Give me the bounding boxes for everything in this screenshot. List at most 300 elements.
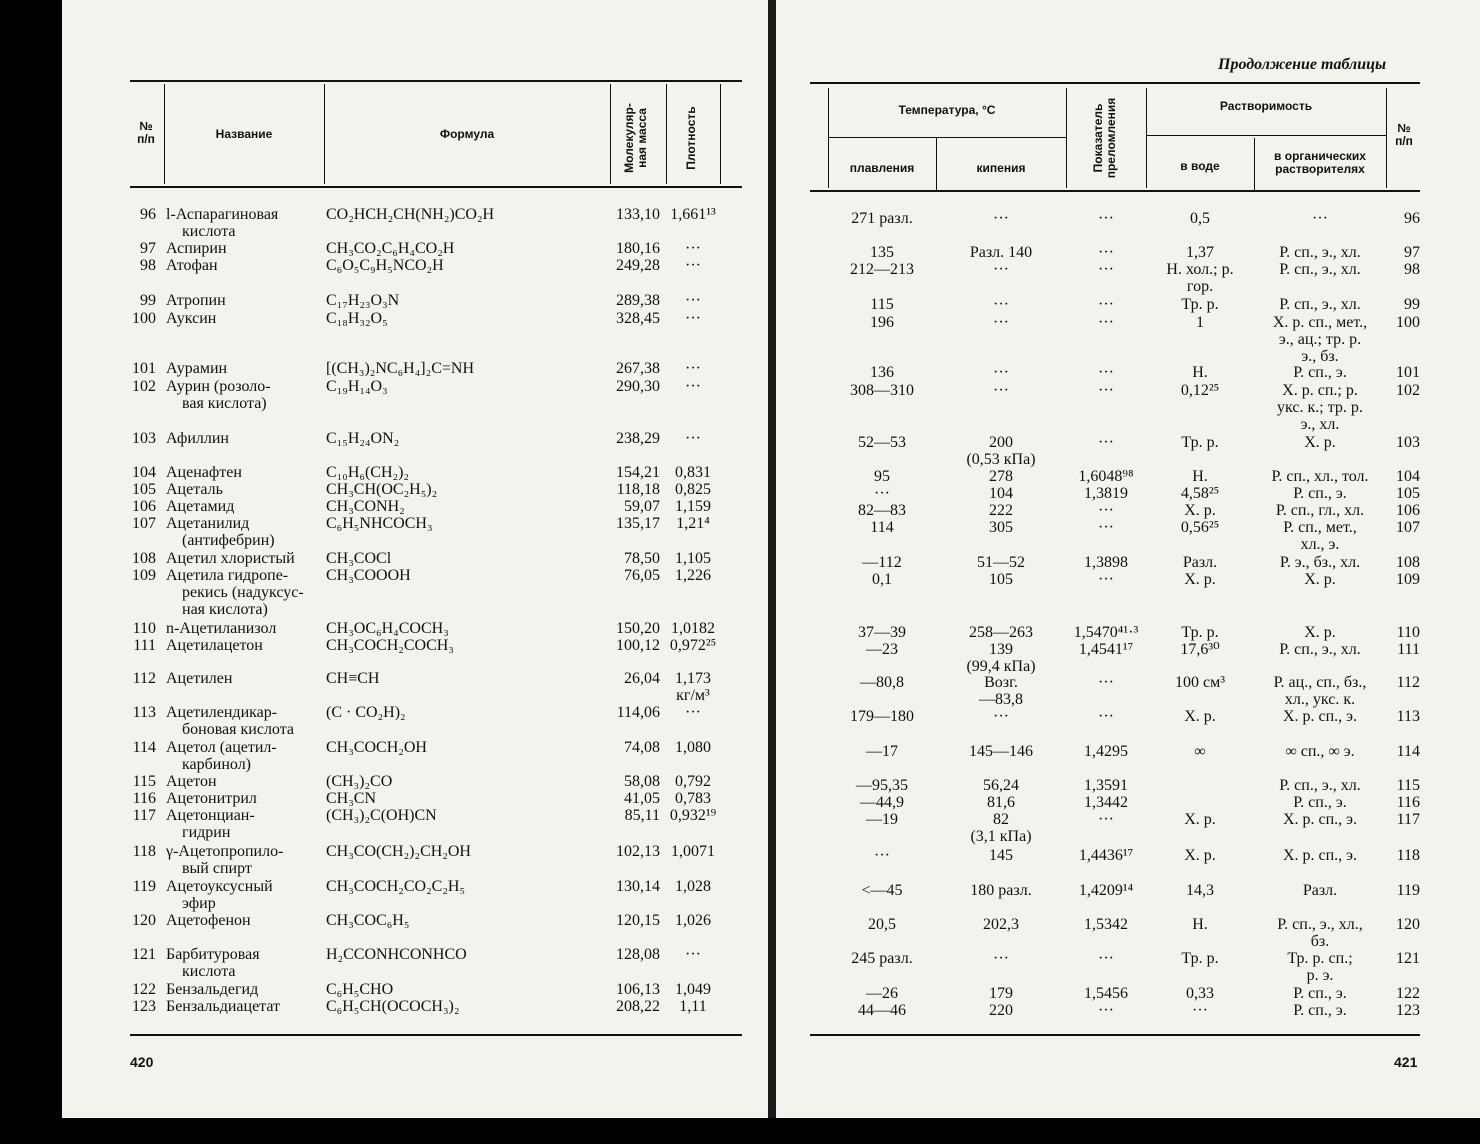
subheader-rule xyxy=(828,137,1066,138)
header-melting: плавления xyxy=(849,161,915,175)
compound-name: n-Ацетиланизол xyxy=(166,620,277,637)
density: 0,932¹⁹ xyxy=(669,807,717,824)
compound-name: Атофан xyxy=(166,257,218,274)
density: 1,226 xyxy=(675,567,711,584)
density: ··· xyxy=(685,292,701,309)
melting-point: 271 разл. xyxy=(851,210,913,227)
melting-point: 245 разл. xyxy=(851,950,913,967)
organic-solubility: Тр. р. сп.; р. э. xyxy=(1287,950,1353,984)
boiling-point: 82 (3,1 кПа) xyxy=(970,811,1032,845)
compound-formula: C₁₅H₂₄ON₂ xyxy=(326,430,400,447)
organic-solubility: Р. сп., э., хл. xyxy=(1279,296,1361,313)
refractive-index: ··· xyxy=(1098,674,1114,691)
density: 1,661¹³ xyxy=(670,206,716,223)
water-solubility: 1 xyxy=(1196,314,1204,331)
molecular-mass: 106,13 xyxy=(616,981,660,998)
boiling-point: 145 xyxy=(989,847,1013,864)
refractive-index: ··· xyxy=(1098,434,1114,451)
molecular-mass: 128,08 xyxy=(616,946,660,963)
row-number: 101 xyxy=(132,360,156,377)
water-solubility: Н. xyxy=(1192,364,1208,381)
melting-point: 136 xyxy=(870,364,894,381)
compound-formula: C₁₀H₆(CH₂)₂ xyxy=(326,464,409,481)
density: ··· xyxy=(685,257,701,274)
row-number: 114 xyxy=(132,739,156,756)
molecular-mass: 180,16 xyxy=(616,240,660,257)
organic-solubility: Р. сп., э. xyxy=(1293,985,1347,1002)
compound-name: Ацетон xyxy=(166,773,217,790)
compound-formula: C₁₇H₂₃O₃N xyxy=(326,292,400,309)
row-number: 106 xyxy=(132,498,156,515)
header-density: Плотность xyxy=(684,106,698,170)
molecular-mass: 328,45 xyxy=(616,310,660,327)
organic-solubility: Р. сп., мет., хл., э. xyxy=(1283,519,1357,553)
compound-name: Аурин (розоло- вая кислота) xyxy=(166,378,271,412)
row-number: 110 xyxy=(1396,624,1420,641)
molecular-mass: 238,29 xyxy=(616,430,660,447)
row-number: 103 xyxy=(132,430,156,447)
compound-formula: C₆H₅NHCOCH₃ xyxy=(326,515,433,532)
water-solubility: Тр. р. xyxy=(1181,434,1219,451)
boiling-point: ··· xyxy=(993,708,1009,725)
melting-point: 95 xyxy=(874,468,890,485)
density: 0,792 xyxy=(675,773,711,790)
water-solubility: 0,56²⁵ xyxy=(1180,519,1220,536)
row-number: 118 xyxy=(1396,847,1420,864)
molecular-mass: 249,28 xyxy=(616,257,660,274)
row-number: 119 xyxy=(132,878,156,895)
refractive-index: ··· xyxy=(1098,261,1114,278)
compound-formula: C₆H₅CH(OCOCH₃)₂ xyxy=(326,998,460,1015)
molecular-mass: 154,21 xyxy=(616,464,660,481)
compound-name: Аспирин xyxy=(166,240,227,257)
melting-point: 196 xyxy=(870,314,894,331)
compound-name: γ-Ацетопропило- вый спирт xyxy=(166,843,284,877)
compound-name: Афиллин xyxy=(166,430,229,447)
compound-name: Ацетилен xyxy=(166,670,233,687)
organic-solubility: Р. сп., э., хл., бз. xyxy=(1277,916,1363,950)
row-number: 114 xyxy=(1396,743,1420,760)
molecular-mass: 76,05 xyxy=(624,567,660,584)
boiling-point: ··· xyxy=(993,261,1009,278)
water-solubility: Х. р. xyxy=(1184,811,1216,828)
water-solubility: 17,6³⁰ xyxy=(1180,641,1220,658)
density: 0,972²⁵ xyxy=(669,637,717,654)
compound-formula: C₁₈H₃₂O₅ xyxy=(326,310,388,327)
water-solubility: Н. хол.; р. гор. xyxy=(1166,261,1234,295)
boiling-point: 81,6 xyxy=(987,794,1015,811)
organic-solubility: Х. р. сп.; р. укс. к.; тр. р. э., хл. xyxy=(1277,382,1363,433)
density: ··· xyxy=(685,360,701,377)
refractive-index: 1,6048⁹⁸ xyxy=(1078,468,1134,485)
molecular-mass: 208,22 xyxy=(616,998,660,1015)
row-number: 99 xyxy=(1404,296,1420,313)
boiling-point: 278 xyxy=(989,468,1013,485)
compound-formula: C₁₉H₁₄O₃ xyxy=(326,378,388,395)
compound-name: Аурамин xyxy=(166,360,228,377)
row-number: 116 xyxy=(132,790,156,807)
row-number: 118 xyxy=(132,843,156,860)
compound-formula: (C · CO₂H)₂ xyxy=(326,704,406,721)
melting-point: 52—53 xyxy=(858,434,906,451)
refractive-index: 1,3898 xyxy=(1084,554,1128,571)
organic-solubility: Х. р. xyxy=(1304,624,1336,641)
row-number: 111 xyxy=(1397,641,1420,658)
water-solubility: Х. р. xyxy=(1184,708,1216,725)
subheader-rule xyxy=(1146,135,1386,136)
molecular-mass: 59,07 xyxy=(624,498,660,515)
density: ··· xyxy=(685,430,701,447)
row-number: 120 xyxy=(132,912,156,929)
molecular-mass: 290,30 xyxy=(616,378,660,395)
density: 1,049 xyxy=(675,981,711,998)
compound-formula: (CH₃)₂CO xyxy=(326,773,393,790)
refractive-index: ··· xyxy=(1098,1002,1114,1019)
water-solubility: Тр. р. xyxy=(1181,624,1219,641)
row-number: 105 xyxy=(1396,485,1420,502)
density: ··· xyxy=(685,310,701,327)
density: 1,0182 xyxy=(671,620,715,637)
organic-solubility: Р. э., бз., хл. xyxy=(1279,554,1361,571)
compound-formula: CH₃CN xyxy=(326,790,377,807)
refractive-index: ··· xyxy=(1098,811,1114,828)
density: 1,028 xyxy=(675,878,711,895)
compound-formula: CH₃CONH₂ xyxy=(326,498,405,515)
melting-point: <—45 xyxy=(861,882,903,899)
continuation-label: Продолжение таблицы xyxy=(1218,56,1387,73)
boiling-point: ··· xyxy=(993,950,1009,967)
organic-solubility: Р. сп., э. xyxy=(1293,364,1347,381)
molecular-mass: 74,08 xyxy=(624,739,660,756)
water-solubility: 0,12²⁵ xyxy=(1180,382,1220,399)
density: ··· xyxy=(685,704,701,721)
column-divider xyxy=(1066,88,1067,188)
density: ··· xyxy=(685,378,701,395)
compound-name: Барбитуровая кислота xyxy=(166,946,260,980)
row-number: 107 xyxy=(132,515,156,532)
header-no-right: № п/п xyxy=(1395,121,1413,148)
molecular-mass: 78,50 xyxy=(624,550,660,567)
melting-point: 20,5 xyxy=(868,916,896,933)
row-number: 103 xyxy=(1396,434,1420,451)
refractive-index: 1,4209¹⁴ xyxy=(1078,882,1134,899)
row-number: 123 xyxy=(1396,1002,1420,1019)
compound-name: Бензальдиацетат xyxy=(166,998,281,1015)
refractive-index: ··· xyxy=(1098,244,1114,261)
row-number: 96 xyxy=(1404,210,1420,227)
row-number: 117 xyxy=(1396,811,1420,828)
water-solubility: ∞ xyxy=(1194,743,1206,760)
boiling-point: ··· xyxy=(993,364,1009,381)
molecular-mass: 26,04 xyxy=(624,670,660,687)
row-number: 123 xyxy=(132,998,156,1015)
refractive-index: ··· xyxy=(1098,950,1114,967)
organic-solubility: Р. сп., гл., хл. xyxy=(1275,502,1365,519)
compound-formula: CH₃COOOH xyxy=(326,567,411,584)
molecular-mass: 102,13 xyxy=(616,843,660,860)
melting-point: 308—310 xyxy=(850,382,914,399)
melting-point: —19 xyxy=(866,811,898,828)
compound-name: Ацеталь xyxy=(166,481,223,498)
row-number: 117 xyxy=(132,807,156,824)
row-number: 96 xyxy=(140,206,156,223)
column-divider xyxy=(1386,88,1387,188)
compound-name: Ацетоуксусный эфир xyxy=(166,878,273,912)
organic-solubility: ∞ сп., ∞ э. xyxy=(1285,743,1355,760)
water-solubility: 100 см³ xyxy=(1174,674,1226,691)
molecular-mass: 130,14 xyxy=(616,878,660,895)
compound-formula: CH₃COCH₂OH xyxy=(326,739,427,756)
table-top-rule xyxy=(810,82,1420,84)
refractive-index: ··· xyxy=(1098,210,1114,227)
refractive-index: ··· xyxy=(1098,571,1114,588)
density: 1,173 кг/м³ xyxy=(675,670,711,704)
boiling-point: 56,24 xyxy=(983,777,1019,794)
melting-point: 135 xyxy=(870,244,894,261)
water-solubility: 14,3 xyxy=(1186,882,1214,899)
water-solubility: Разл. xyxy=(1182,554,1218,571)
table-bottom-rule xyxy=(810,1034,1420,1036)
row-number: 111 xyxy=(133,637,156,654)
boiling-point: Возг. —83,8 xyxy=(979,674,1023,708)
molecular-mass: 85,11 xyxy=(624,807,660,824)
left-page xyxy=(62,0,768,1118)
organic-solubility: Р. сп., э. xyxy=(1293,485,1347,502)
compound-formula: H₂CCONHCONHCO xyxy=(326,946,467,963)
refractive-index: ··· xyxy=(1098,314,1114,331)
compound-formula: CH₃COC₆H₅ xyxy=(326,912,410,929)
melting-point: 0,1 xyxy=(872,571,892,588)
refractive-index: 1,3591 xyxy=(1084,777,1128,794)
row-number: 121 xyxy=(132,946,156,963)
water-solubility: Н. xyxy=(1192,916,1208,933)
boiling-point: ··· xyxy=(993,314,1009,331)
compound-name: Ацетил хлористый xyxy=(166,550,295,567)
organic-solubility: Р. сп., э., хл. xyxy=(1279,244,1361,261)
header-boiling: кипения xyxy=(976,161,1026,175)
compound-formula: C₆H₅CHO xyxy=(326,981,394,998)
water-solubility: Н. xyxy=(1192,468,1208,485)
molecular-mass: 41,05 xyxy=(624,790,660,807)
table-bottom-rule xyxy=(130,1034,742,1036)
density: 1,080 xyxy=(675,739,711,756)
melting-point: 115 xyxy=(870,296,894,313)
row-number: 122 xyxy=(1396,985,1420,1002)
refractive-index: ··· xyxy=(1098,502,1114,519)
book-spine xyxy=(768,0,776,1118)
row-number: 113 xyxy=(1396,708,1420,725)
row-number: 120 xyxy=(1396,916,1420,933)
water-solubility: Х. р. xyxy=(1184,502,1216,519)
density: 1,159 xyxy=(675,498,711,515)
compound-formula: CH₃COCH₂COCH₃ xyxy=(326,637,454,654)
boiling-point: 104 xyxy=(989,485,1013,502)
molecular-mass: 58,08 xyxy=(624,773,660,790)
row-number: 106 xyxy=(1396,502,1420,519)
header-mass: Молекуляр- ная масса xyxy=(622,103,649,173)
organic-solubility: Р. сп., э. xyxy=(1293,794,1347,811)
molecular-mass: 135,17 xyxy=(616,515,660,532)
compound-formula: CH₃COCH₂CO₂C₂H₅ xyxy=(326,878,466,895)
water-solubility: 4,58²⁵ xyxy=(1180,485,1220,502)
melting-point: —95,35 xyxy=(856,777,908,794)
row-number: 112 xyxy=(1396,674,1420,691)
melting-point: —80,8 xyxy=(860,674,904,691)
row-number: 110 xyxy=(132,620,156,637)
organic-solubility: Р. сп., хл., тол. xyxy=(1271,468,1369,485)
refractive-index: 1,5470⁴¹·³ xyxy=(1073,624,1139,641)
row-number: 122 xyxy=(132,981,156,998)
row-number: 102 xyxy=(1396,382,1420,399)
refractive-index: ··· xyxy=(1098,708,1114,725)
compound-name: Ацетофенон xyxy=(166,912,251,929)
row-number: 116 xyxy=(1396,794,1420,811)
row-number: 98 xyxy=(140,257,156,274)
row-number: 101 xyxy=(1396,364,1420,381)
compound-name: l-Аспарагиновая кислота xyxy=(166,206,279,240)
header-refraction: Показатель преломления xyxy=(1091,97,1118,179)
row-number: 115 xyxy=(132,773,156,790)
refractive-index: ··· xyxy=(1098,364,1114,381)
boiling-point: 305 xyxy=(989,519,1013,536)
row-number: 102 xyxy=(132,378,156,395)
compound-name: Ацетилендикар- боновая кислота xyxy=(166,704,295,738)
melting-point: —44,9 xyxy=(860,794,904,811)
compound-formula: CH₃COCl xyxy=(326,550,392,567)
boiling-point: 105 xyxy=(989,571,1013,588)
refractive-index: 1,4541¹⁷ xyxy=(1078,641,1134,658)
compound-formula: C₆O₅C₉H₅NCO₂H xyxy=(326,257,444,274)
compound-formula: (CH₃)₂C(OH)CN xyxy=(326,807,437,824)
molecular-mass: 150,20 xyxy=(616,620,660,637)
row-number: 112 xyxy=(132,670,156,687)
organic-solubility: Р. сп., э., хл. xyxy=(1279,641,1361,658)
boiling-point: 202,3 xyxy=(983,916,1019,933)
row-number: 100 xyxy=(132,310,156,327)
boiling-point: 139 (99,4 кПа) xyxy=(966,641,1036,675)
right-page xyxy=(776,0,1480,1118)
organic-solubility: Р. сп., э., хл. xyxy=(1279,777,1361,794)
compound-name: Ацетила гидропе- рекись (надуксус- ная кислота) xyxy=(166,567,304,618)
refractive-index: 1,3819 xyxy=(1084,485,1128,502)
header-temperature: Температура, °C xyxy=(898,103,996,117)
molecular-mass: 100,12 xyxy=(616,637,660,654)
density: 1,11 xyxy=(679,998,707,1015)
organic-solubility: Х. р. сп., мет., э., ац.; тр. р. э., бз. xyxy=(1272,314,1368,365)
refractive-index: ··· xyxy=(1098,382,1114,399)
refractive-index: 1,3442 xyxy=(1084,794,1128,811)
compound-formula: CH₃OC₆H₄COCH₃ xyxy=(326,620,449,637)
compound-name: Атропин xyxy=(166,292,226,309)
row-number: 115 xyxy=(1396,777,1420,794)
header-formula: Формула xyxy=(439,127,495,141)
row-number: 113 xyxy=(132,704,156,721)
refractive-index: 1,4295 xyxy=(1084,743,1128,760)
organic-solubility: Х. р. xyxy=(1304,434,1336,451)
water-solubility: ··· xyxy=(1192,1002,1208,1019)
compound-formula: CH₃CO(CH₂)₂CH₂OH xyxy=(326,843,471,860)
row-number: 109 xyxy=(1396,571,1420,588)
melting-point: 212—213 xyxy=(850,261,914,278)
organic-solubility: Х. р. сп., э. xyxy=(1282,847,1358,864)
page-number-left: 420 xyxy=(130,1054,154,1070)
column-divider xyxy=(324,84,325,184)
water-solubility: Тр. р. xyxy=(1181,296,1219,313)
header-water: в воде xyxy=(1180,159,1220,173)
compound-name: Ацетол (ацетил- карбинол) xyxy=(166,739,277,773)
melting-point: 179—180 xyxy=(850,708,914,725)
boiling-point: 222 xyxy=(989,502,1013,519)
boiling-point: 220 xyxy=(989,1002,1013,1019)
compound-formula: CH₃CH(OC₂H₅)₂ xyxy=(326,481,438,498)
column-divider xyxy=(610,84,611,184)
refractive-index: ··· xyxy=(1098,519,1114,536)
boiling-point: 200 (0,53 кПа) xyxy=(966,434,1036,468)
header-bottom-rule xyxy=(130,186,742,188)
header-no: № п/п xyxy=(137,119,155,146)
table-top-rule xyxy=(130,80,742,82)
density: 0,783 xyxy=(675,790,711,807)
organic-solubility: Р. ац., сп., бз., хл., укс. к. xyxy=(1273,674,1367,708)
compound-name: Ацетонитрил xyxy=(166,790,257,807)
compound-name: Ацетанилид (антифебрин) xyxy=(166,515,275,549)
header-name: Название xyxy=(215,127,273,141)
row-number: 119 xyxy=(1396,882,1420,899)
melting-point: 37—39 xyxy=(858,624,906,641)
density: 1,0071 xyxy=(671,843,715,860)
organic-solubility: ··· xyxy=(1312,210,1328,227)
row-number: 108 xyxy=(132,550,156,567)
density: 0,825 xyxy=(675,481,711,498)
water-solubility: Х. р. xyxy=(1184,571,1216,588)
boiling-point: 179 xyxy=(989,985,1013,1002)
water-solubility: Х. р. xyxy=(1184,847,1216,864)
refractive-index: 1,5342 xyxy=(1084,916,1128,933)
row-number: 105 xyxy=(132,481,156,498)
row-number: 104 xyxy=(1396,468,1420,485)
organic-solubility: Х. р. xyxy=(1304,571,1336,588)
density: 1,21⁴ xyxy=(676,515,710,532)
boiling-point: ··· xyxy=(993,296,1009,313)
row-number: 97 xyxy=(140,240,156,257)
molecular-mass: 267,38 xyxy=(616,360,660,377)
row-number: 107 xyxy=(1396,519,1420,536)
melting-point: 114 xyxy=(870,519,894,536)
boiling-point: 258—263 xyxy=(969,624,1033,641)
organic-solubility: Разл. xyxy=(1302,882,1338,899)
molecular-mass: 133,10 xyxy=(616,206,660,223)
boiling-point: Разл. 140 xyxy=(969,244,1033,261)
molecular-mass: 289,38 xyxy=(616,292,660,309)
header-organic: в органических растворителях xyxy=(1274,149,1366,176)
water-solubility: 0,5 xyxy=(1190,210,1210,227)
compound-formula: CO₂HCH₂CH(NH₂)CO₂H xyxy=(326,206,495,223)
melting-point: —26 xyxy=(866,985,898,1002)
header-bottom-rule xyxy=(810,190,1420,192)
refractive-index: 1,5456 xyxy=(1084,985,1128,1002)
melting-point: 44—46 xyxy=(858,1002,906,1019)
boiling-point: ··· xyxy=(993,210,1009,227)
row-number: 109 xyxy=(132,567,156,584)
organic-solubility: Х. р. сп., э. xyxy=(1282,811,1358,828)
melting-point: 82—83 xyxy=(858,502,906,519)
column-divider xyxy=(666,84,667,184)
row-number: 98 xyxy=(1404,261,1420,278)
density: 1,105 xyxy=(675,550,711,567)
page-number-right: 421 xyxy=(1394,1054,1418,1070)
row-number: 97 xyxy=(1404,244,1420,261)
compound-formula: CH₃CO₂C₆H₄CO₂H xyxy=(326,240,455,257)
